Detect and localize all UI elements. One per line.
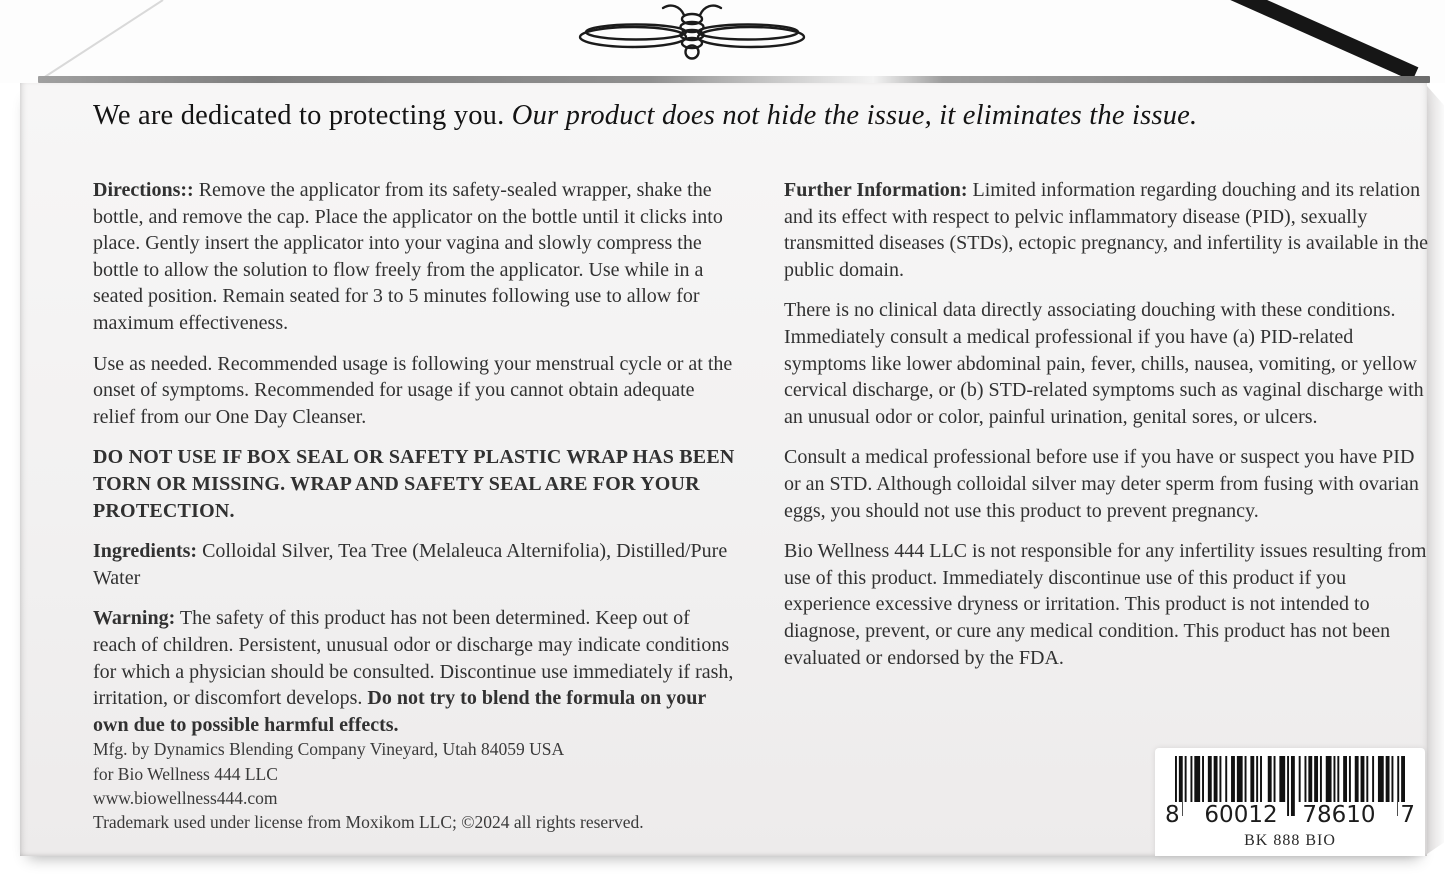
- liability-paragraph: Bio Wellness 444 LLC is not responsible for any infertility issues resulting from use of this product. Immediately discontinue use of this product if you experience excessive dryness or irritation. This product is not intended to diagnose, prevent, or cure any medical condition. This product has not been evaluated or endorsed by the FDA.: [784, 540, 1427, 669]
- barcode-digits-group2: 78610: [1302, 802, 1376, 828]
- barcode-numbers: [1163, 802, 1417, 828]
- left-column: [93, 177, 738, 752]
- ingredients-paragraph: [93, 538, 738, 591]
- manufacturer-block: [93, 737, 644, 834]
- directions-body: Remove the applicator from its safety-sealed wrapper, shake the bottle, and remove the cap. Place the applicator on the bottle until it clicks into place. Gently insert the applicator into your vagina and slowly compress the bottle to allow the solution to flow freely from the applicator. Use while in a seated position. Remain seated for 3 to 5 minutes following use to allow for maximum effectiveness.: [93, 179, 723, 334]
- mfg-website: www.biowellness444.com: [93, 787, 278, 808]
- clinical-paragraph: There is no clinical data directly associating douching with these conditions. Immediately consult a medical professional if you have (a) PID-related symptoms like lower abdominal pain, fever, chills, nausea, vomiting, or yellow cervical discharge, or (b) STD-related symptoms such as vaginal discharge with an unusual odor or color, painful urination, genital sores, or ulcers.: [784, 299, 1424, 428]
- directions-paragraph: [93, 177, 738, 337]
- mfg-trademark-line: Trademark used under license from Moxikom LLC; ©2024 all rights reserved.: [93, 811, 644, 832]
- tagline-italic: Our product does not hide the issue, it eliminates the issue.: [511, 100, 1198, 131]
- warning-paragraph: [93, 605, 738, 738]
- barcode-digit-right: 7: [1400, 802, 1415, 828]
- warning-bold-tail: Do not try to blend the formula on your own due to possible harmful effects.: [93, 687, 706, 736]
- further-info-body: Limited information regarding douching and its relation and its effect with respect to pelvic inflammatory disease (PID), sexually transmitted diseases (STDs), ectopic pregnancy, and infertility is available in the public domain.: [784, 179, 1429, 281]
- box-lid-front-edge: [38, 76, 1430, 83]
- barcode-label: BK 888 BIO: [1244, 832, 1336, 849]
- tagline: [93, 100, 1423, 132]
- barcode-digit-left: 8: [1165, 802, 1180, 828]
- right-column: [784, 177, 1429, 752]
- ingredients-body: Colloidal Silver, Tea Tree (Melaleuca Alternifolia), Distilled/Pure Water: [93, 540, 728, 589]
- consult-paragraph: Consult a medical professional before use if you have or suspect you have PID or an STD. Although colloidal silver may deter sperm from fusing with ovarian eggs, you should not use this product to prevent pregnancy.: [784, 446, 1419, 522]
- mfg-line: Mfg. by Dynamics Blending Company Vineyard, Utah 84059 USA: [93, 739, 565, 760]
- tagline-normal: We are dedicated to protecting you.: [93, 100, 512, 131]
- barcode-card: [1155, 748, 1425, 856]
- directions-label: Directions::: [93, 179, 194, 201]
- bee-icon: [566, 2, 818, 62]
- box-side-panel: [1427, 86, 1444, 854]
- ingredients-label: Ingredients:: [93, 540, 198, 563]
- usage-paragraph: Use as needed. Recommended usage is following your menstrual cycle or at the onset of symptoms. Recommended for usage if you cannot obtain adequate relief from our One Day Cleanser.: [93, 352, 733, 428]
- box-back-panel: [20, 83, 1427, 856]
- warning-body: The safety of this product has not been determined. Keep out of reach of children. Persistent, unusual odor or discharge may indicate conditions for which a physician should be consulted. Discontinue use immediately if rash, irritation, or discomfort develops.: [93, 607, 734, 710]
- warning-label: Warning:: [93, 607, 176, 630]
- box-top-panel: [0, 0, 1445, 83]
- further-info-paragraph: [784, 177, 1429, 283]
- seal-warning-paragraph: DO NOT USE IF BOX SEAL OR SAFETY PLASTIC WRAP HAS BEEN TORN OR MISSING. WRAP AND SAFETY SEAL ARE FOR YOUR PROTECTION.: [93, 446, 735, 522]
- further-info-label: Further Information:: [784, 179, 968, 201]
- text-columns: [93, 177, 1429, 752]
- barcode-digits-group1: 60012: [1204, 802, 1278, 828]
- mfg-line: for Bio Wellness 444 LLC: [93, 763, 278, 784]
